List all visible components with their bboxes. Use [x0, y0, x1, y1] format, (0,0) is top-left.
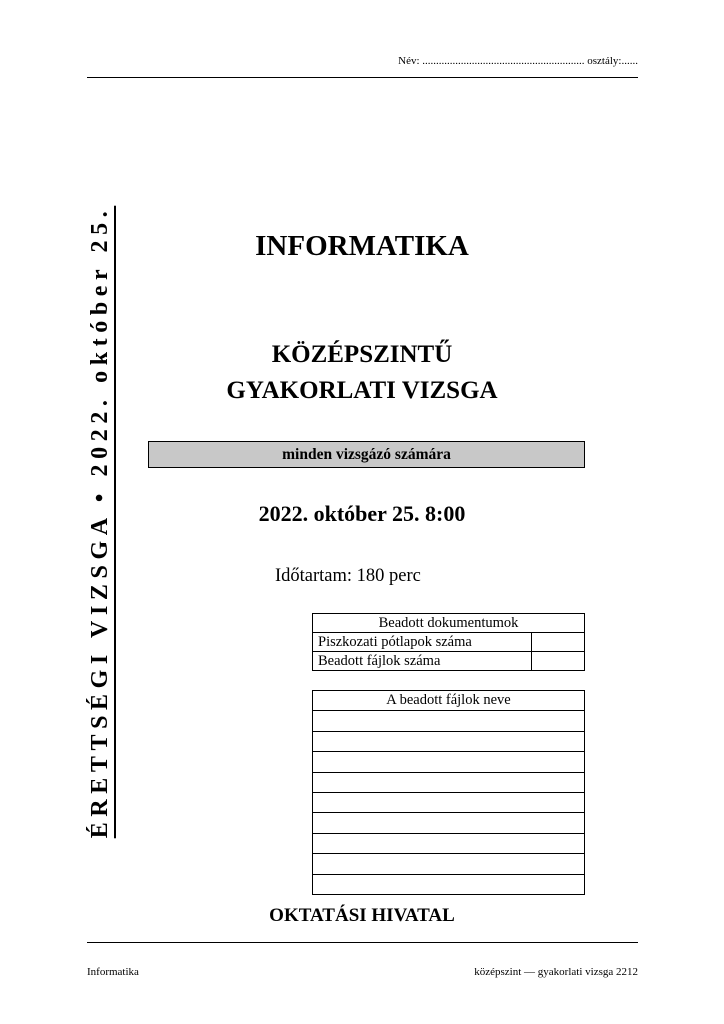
file-name-cell[interactable] [313, 752, 585, 772]
table-row [313, 711, 585, 731]
table-row [313, 652, 585, 671]
subject-title: INFORMATIKA [255, 230, 469, 262]
file-name-cell[interactable] [313, 772, 585, 792]
side-exam-label: ÉRETTSÉGI VIZSGA • 2022. október 25. [87, 205, 113, 839]
submitted-documents-table [312, 613, 585, 671]
file-name-cell[interactable] [313, 813, 585, 833]
exam-date: 2022. október 25. 8:00 [258, 501, 466, 526]
footer-subject: Informatika [87, 966, 139, 978]
table-row [313, 731, 585, 751]
table-row [313, 833, 585, 853]
level-title-line2: GYAKORLATI VIZSGA [226, 377, 498, 404]
table-row [313, 752, 585, 772]
draft-sheets-count-cell[interactable] [532, 633, 585, 652]
footer-divider [87, 942, 638, 943]
footer-exam-code: középszint — gyakorlati vizsga 2212 [474, 966, 638, 978]
name-class-field: Név: ........................................................... osztály:...... [398, 55, 638, 67]
header-divider [87, 77, 638, 78]
level-title-line1: KÖZÉPSZINTŰ [271, 341, 453, 368]
table-row [313, 874, 585, 894]
file-name-cell[interactable] [313, 711, 585, 731]
submitted-files-header: A beadott fájlok neve [313, 691, 585, 711]
row-label: Beadott fájlok száma [313, 652, 532, 671]
table-row [313, 792, 585, 812]
submitted-documents-header: Beadott dokumentumok [313, 614, 585, 633]
exam-duration: Időtartam: 180 perc [275, 566, 421, 586]
submitted-files-table [312, 690, 585, 895]
issuing-authority: OKTATÁSI HIVATAL [269, 905, 455, 926]
audience-banner: minden vizsgázó számára [148, 441, 585, 468]
file-name-cell[interactable] [313, 854, 585, 874]
row-label: Piszkozati pótlapok száma [313, 633, 532, 652]
table-row [313, 854, 585, 874]
file-name-cell[interactable] [313, 731, 585, 751]
file-name-cell[interactable] [313, 874, 585, 894]
table-row [313, 813, 585, 833]
table-row [313, 633, 585, 652]
submitted-files-count-cell[interactable] [532, 652, 585, 671]
file-name-cell[interactable] [313, 833, 585, 853]
table-row [313, 772, 585, 792]
file-name-cell[interactable] [313, 792, 585, 812]
